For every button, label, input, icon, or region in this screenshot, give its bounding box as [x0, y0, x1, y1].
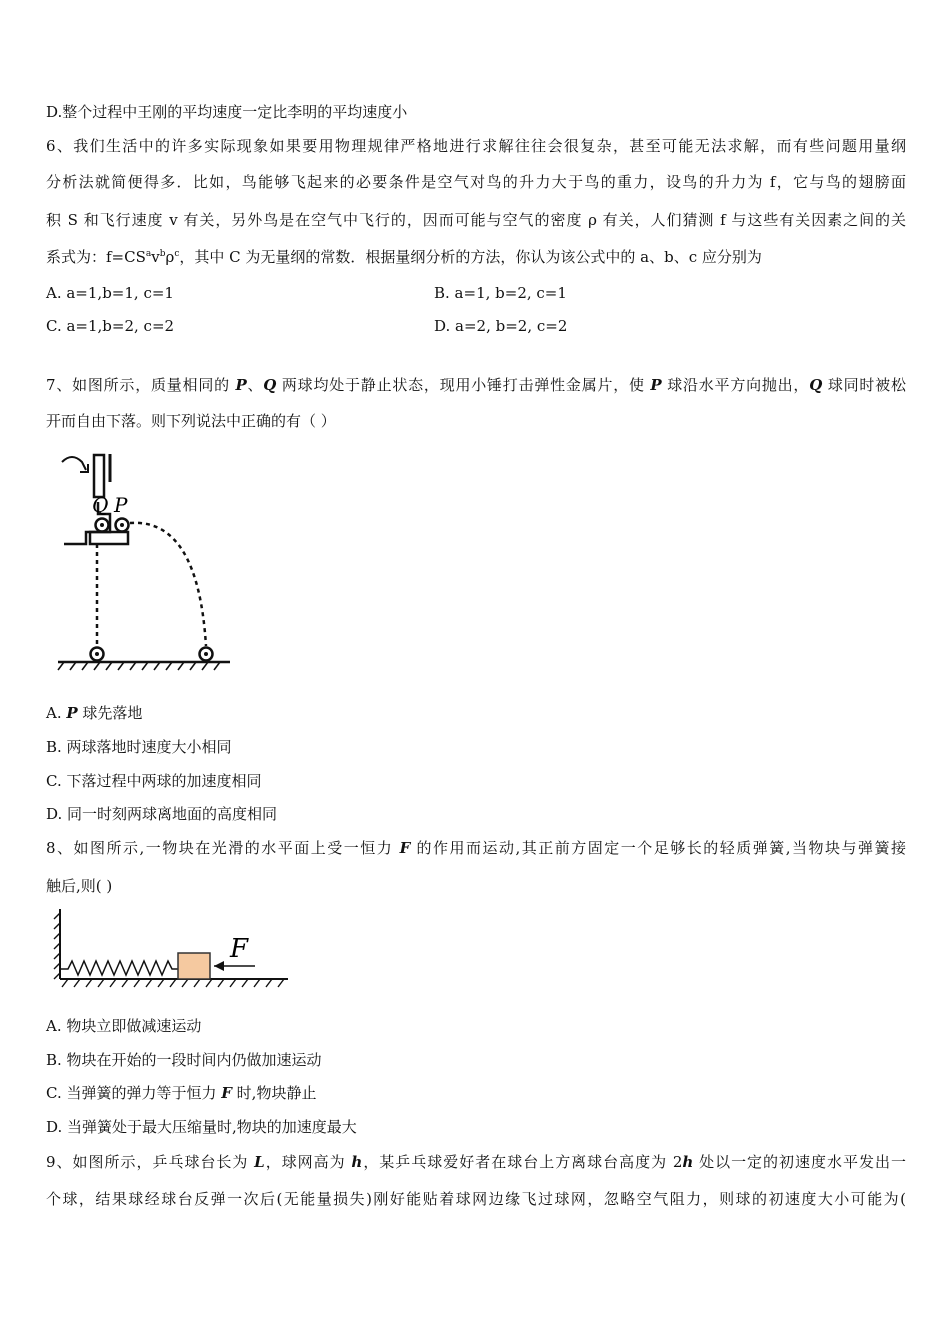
- q7-option-d: D. 同一时刻两球离地面的高度相同: [46, 805, 278, 823]
- q8-option-a: A. 物块立即做减速运动: [46, 1017, 202, 1035]
- spring: [60, 961, 178, 975]
- q7-option-c: C. 下落过程中两球的加速度相同: [46, 772, 262, 790]
- q9-l1-prefix: 9、如图所示，乒乓球台长为: [46, 1153, 255, 1171]
- q6-formula-line: [46, 247, 762, 267]
- p-projectile-path: [130, 523, 206, 646]
- q6-formula-rho: ρ: [165, 248, 175, 266]
- q6-line-1: 6、我们生活中的许多实际现象如果要用物理规律严格地进行求解往往会很复杂，甚至可能无法求解，而有些问题用量纲: [46, 137, 906, 155]
- q9-l1-mid1: ，球网高为: [264, 1153, 352, 1171]
- q9-l1-var-h2: h: [682, 1153, 694, 1171]
- q6-line-2: 分析法就简便得多．比如，鸟能够飞起来的必要条件是空气对鸟的升力大于鸟的重力，设鸟的升力为 f，它与鸟的翅膀面: [46, 173, 906, 191]
- q8-line-1: [46, 838, 906, 858]
- floor-hatch: [62, 979, 284, 987]
- label-q: Q: [92, 493, 109, 517]
- q8-figure: [50, 905, 295, 993]
- q6-exp-b: b: [159, 249, 166, 259]
- q7-opt-a-prefix: A.: [46, 704, 67, 722]
- q7-l1-var-q2: Q: [809, 376, 823, 394]
- q9-l1-suffix: 处以一定的初速度水平发出一: [693, 1153, 906, 1171]
- q8-l1-suffix: 的作用而运动,其正前方固定一个足够长的轻质弹簧,当物块与弹簧接: [410, 839, 906, 857]
- q8-opt-c-suffix: 时,物块静止: [231, 1084, 317, 1102]
- q6-formula-prefix: 系式为：f=CS: [46, 248, 146, 266]
- q7-l1-prefix: 7、如图所示，质量相同的: [46, 376, 236, 394]
- q9-line-1: [46, 1152, 906, 1172]
- q6-option-b: B. a=1, b=2, c=1: [434, 284, 567, 302]
- q8-option-b: B. 物块在开始的一段时间内仍做加速运动: [46, 1051, 322, 1069]
- q7-line-2: 开而自由下落。则下列说法中正确的有（ ）: [46, 412, 336, 430]
- q9-l1-mid2: ，某乒乓球爱好者在球台上方离球台高度为 2: [362, 1153, 683, 1171]
- q6-option-d: D. a=2, b=2, c=2: [434, 317, 568, 335]
- q8-option-d: D. 当弹簧处于最大压缩量时,物块的加速度最大: [46, 1118, 357, 1136]
- q7-opt-a-suffix: 球先落地: [77, 704, 143, 722]
- q8-l1-prefix: 8、如图所示,一物块在光滑的水平面上受一恒力: [46, 839, 400, 857]
- q7-l1-mid2: 球沿水平方向抛出，: [661, 376, 810, 394]
- q7-l1-mid1: 两球均处于静止状态，现用小锤打击弹性金属片，使: [276, 376, 651, 394]
- ball-p-center: [120, 523, 124, 527]
- q7-l1-suffix: 球同时被松: [822, 376, 906, 394]
- ball-q-landed-center: [95, 652, 99, 656]
- q9-l1-var-h: h: [351, 1153, 363, 1171]
- q8-opt-c-var: F: [221, 1084, 232, 1102]
- q7-l1-var-p2: P: [650, 376, 662, 394]
- ball-q-center: [100, 523, 104, 527]
- force-arrow-head: [214, 961, 224, 971]
- q7-l1-var-q: Q: [263, 376, 277, 394]
- q8-l1-var: F: [399, 839, 411, 857]
- q6-line-3: 积 S 和飞行速度 v 有关，另外鸟是在空气中飞行的，因而可能与空气的密度 ρ 有关，人们猜测 f 与这些有关因素之间的关: [46, 211, 906, 229]
- q6-exp-c: c: [174, 249, 180, 259]
- q6-option-a: A. a=1,b=1, c=1: [46, 284, 174, 302]
- q6-formula-suffix: ，其中 C 为无量纲的常数．根据量纲分析的方法，你认为该公式中的 a、b、c 应分别为: [179, 248, 762, 266]
- q8-option-c: [46, 1083, 316, 1103]
- q8-line-2: 触后,则( ): [46, 877, 113, 895]
- q9-line-2: 个球，结果球经球台反弹一次后(无能量损失)刚好能贴着球网边缘飞过球网，忽略空气阻力，则球的初速度大小可能为(: [46, 1190, 906, 1208]
- q6-formula-v: v: [151, 248, 160, 266]
- q9-l1-var-l: L: [254, 1153, 265, 1171]
- label-p: P: [114, 493, 128, 517]
- q7-l1-var-p: P: [235, 376, 247, 394]
- label-f: F: [230, 934, 249, 964]
- hammer-icon: [62, 454, 110, 497]
- q7-opt-a-var: P: [66, 704, 78, 722]
- block: [178, 953, 210, 979]
- q7-option-b: B. 两球落地时速度大小相同: [46, 738, 232, 756]
- q5-option-d: D.整个过程中王刚的平均速度一定比李明的平均速度小: [46, 103, 408, 121]
- ball-p-landed-center: [204, 652, 208, 656]
- q8-opt-c-prefix: C. 当弹簧的弹力等于恒力: [46, 1084, 222, 1102]
- q7-line-1: [46, 375, 906, 395]
- q6-exp-a: a: [145, 249, 152, 259]
- q7-figure: [48, 448, 238, 678]
- q7-option-a: [46, 703, 142, 723]
- q7-l1-sep: 、: [246, 376, 264, 394]
- q6-option-c: C. a=1,b=2, c=2: [46, 317, 175, 335]
- ball-holder: [90, 532, 128, 544]
